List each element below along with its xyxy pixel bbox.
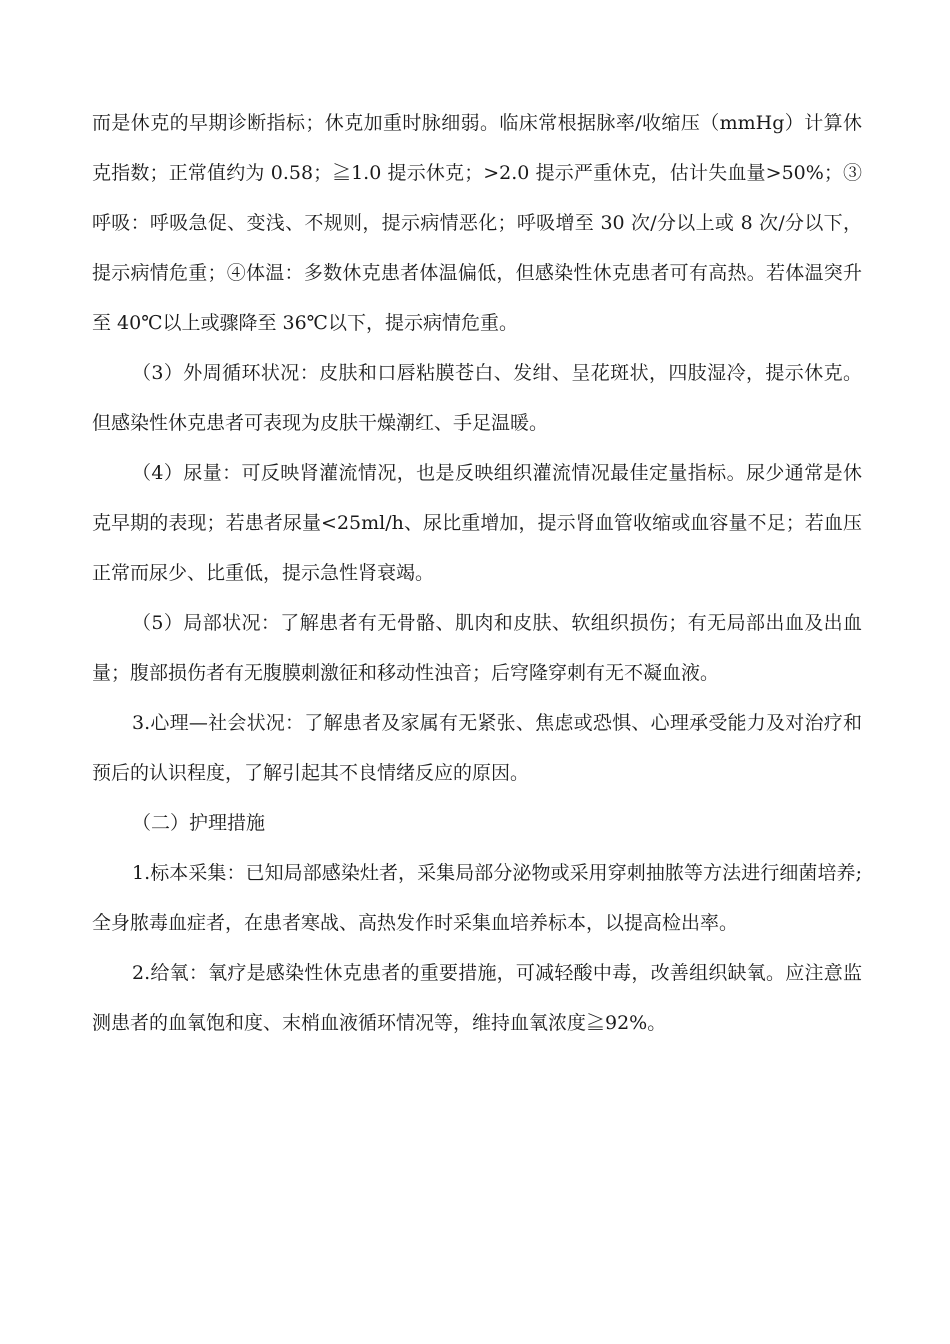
section-heading-nursing-measures: （二）护理措施 xyxy=(132,812,266,834)
paragraph-local-condition: （5）局部状况：了解患者有无骨骼、肌肉和皮肤、软组织损伤；有无局部出血及出血量；腹部损伤者有无腹膜刺激征和移动性浊音；后穹隆穿刺有无不凝血液。 xyxy=(92,612,862,684)
paragraph-urine-output: （4）尿量：可反映肾灌流情况，也是反映组织灌流情况最佳定量指标。尿少通常是休克早期的表现；若患者尿量<25ml/h、尿比重增加，提示肾血管收缩或血容量不足；若血压正常而尿少、比重低，提示急性肾衰竭。 xyxy=(92,462,862,584)
paragraph-shock-indicators: 而是休克的早期诊断指标；休克加重时脉细弱。临床常根据脉率/收缩压（mmHg）计算休克指数；正常值约为 0.58；≧1.0 提示休克；>2.0 提示严重休克，估计失血量>50%；③呼吸：呼吸急促、变浅、不规则，提示病情恶化；呼吸增至 30 次/分以上或 8 次/分以下，提示病情危重；④体温：多数休克患者体温偏低，但感染性休克患者可有高热。若体温突升至 40℃以上或骤降至 36℃以下，提示病情危重。 xyxy=(92,112,862,334)
paragraph-specimen-collection: 1.标本采集：已知局部感染灶者，采集局部分泌物或采用穿刺抽脓等方法进行细菌培养;全身脓毒血症者，在患者寒战、高热发作时采集血培养标本，以提高检出率。 xyxy=(92,862,862,934)
paragraph-peripheral-circulation: （3）外周循环状况：皮肤和口唇粘膜苍白、发绀、呈花斑状，四肢湿冷，提示休克。但感染性休克患者可表现为皮肤干燥潮红、手足温暖。 xyxy=(92,362,862,434)
paragraph-psychosocial-status: 3.心理—社会状况：了解患者及家属有无紧张、焦虑或恐惧、心理承受能力及对治疗和预后的认识程度，了解引起其不良情绪反应的原因。 xyxy=(92,712,862,784)
paragraph-oxygen-therapy: 2.给氧：氧疗是感染性休克患者的重要措施，可减轻酸中毒，改善组织缺氧。应注意监测患者的血氧饱和度、末梢血液循环情况等，维持血氧浓度≧92%。 xyxy=(92,962,862,1034)
document-body xyxy=(92,98,862,1048)
